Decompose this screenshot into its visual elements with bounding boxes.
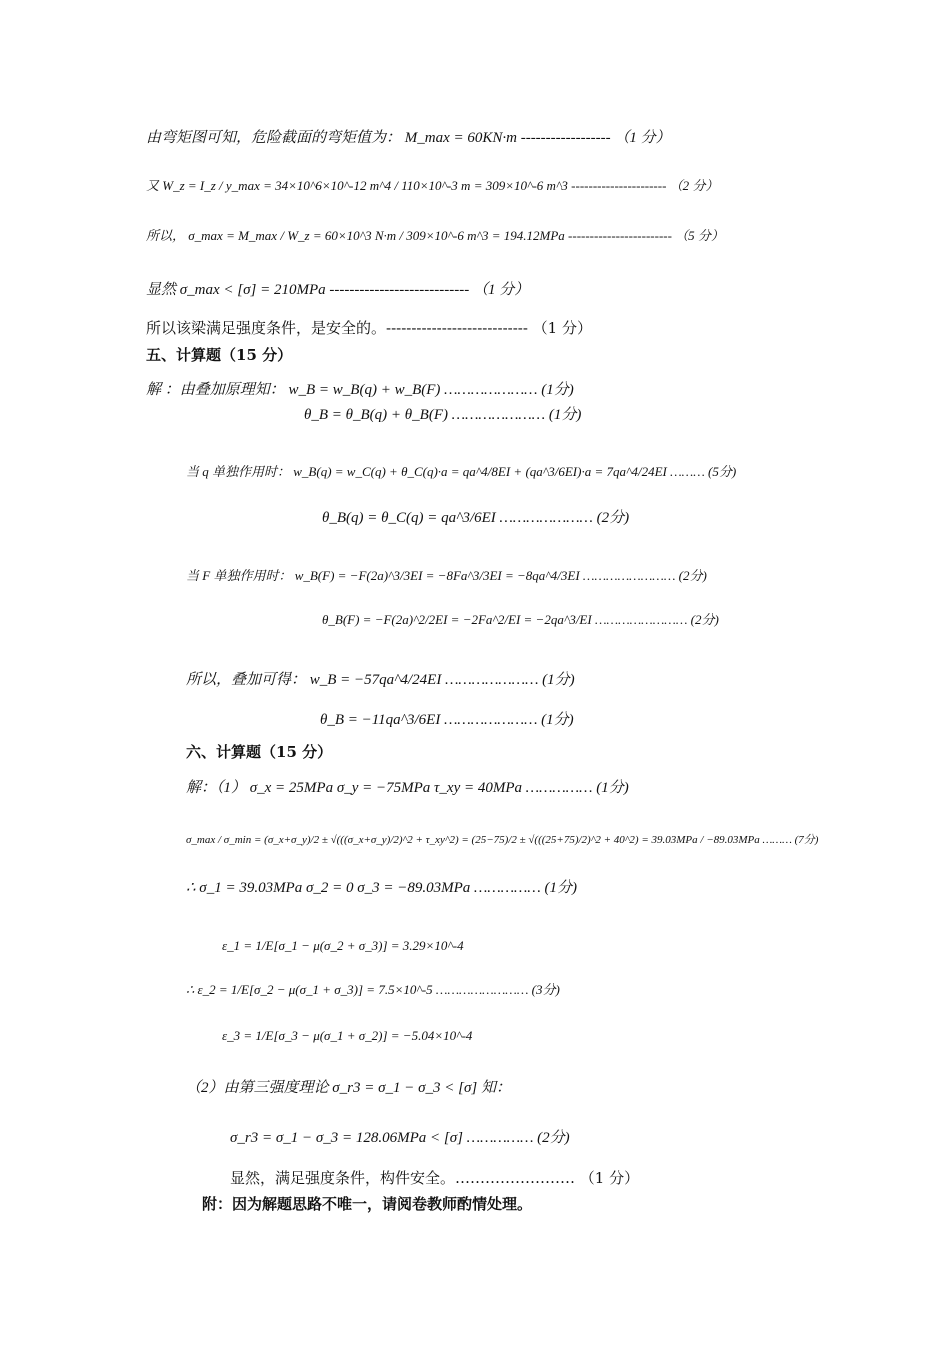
- given-stresses-line: 解：（1） σ_x = 25MPa σ_y = −75MPa τ_xy = 40MPa …………… (1分): [186, 780, 629, 796]
- q-rotation-line: θ_B(q) = θ_C(q) = qa^3/6EI ………………… (2分): [322, 510, 630, 526]
- f-rotation-line: θ_B(F) = −F(2a)^2/2EI = −2Fa^2/EI = −2qa^3/EI …………………… (2分): [322, 612, 719, 627]
- section-modulus-line: 又 W_z = I_z / y_max = 34×10^6×10^-12 m^4 / 110×10^-3 m = 309×10^-6 m^3 ---------------------- （2 分）: [146, 178, 719, 193]
- third-strength-theory-line: （2）由第三强度理论 σ_r3 = σ_1 − σ_3 < [σ] 知：: [186, 1080, 511, 1096]
- strain-1-line: ε_1 = 1/E[σ_1 − μ(σ_2 + σ_3)] = 3.29×10^-4: [222, 938, 464, 953]
- safety-conclusion-line: 所以该梁满足强度条件，是安全的。---------------------------- （1 分）: [146, 319, 592, 337]
- superposition-deflection-line: 解 ：由叠加原理知： w_B = w_B(q) + w_B(F) ………………… (1分): [146, 382, 574, 398]
- strain-2-line: ∴ ε_2 = 1/E[σ_2 − μ(σ_1 + σ_3)] = 7.5×10^-5 …………………… (3分): [186, 982, 560, 997]
- q-deflection-line: 当 q 单独作用时： w_B(q) = w_C(q) + θ_C(q)·a = qa^4/8EI + (qa^3/6EI)·a = 7qa^4/24EI ……… (5分): [186, 464, 737, 479]
- total-deflection-line: 所以，叠加可得： w_B = −57qa^4/24EI ………………… (1分): [186, 672, 575, 688]
- equivalent-stress-line: σ_r3 = σ_1 − σ_3 = 128.06MPa < [σ] …………… (2分): [230, 1130, 570, 1146]
- grading-note: 附：因为解题思路不唯一，请阅卷教师酌情处理。: [202, 1195, 533, 1213]
- section-six-heading: 六、计算题（15 分）: [186, 743, 333, 761]
- principal-stresses-line: ∴ σ_1 = 39.03MPa σ_2 = 0 σ_3 = −89.03MPa …………… (1分): [186, 880, 577, 896]
- f-deflection-line: 当 F 单独作用时： w_B(F) = −F(2a)^3/3EI = −8Fa^3/3EI = −8qa^4/3EI …………………… (2分): [186, 568, 707, 583]
- section-five-heading: 五、计算题（15 分）: [146, 346, 293, 364]
- superposition-rotation-line: θ_B = θ_B(q) + θ_B(F) ………………… (1分): [304, 407, 582, 423]
- total-rotation-line: θ_B = −11qa^3/6EI ………………… (1分): [320, 712, 574, 728]
- principal-stress-formula-line: σ_max / σ_min = (σ_x+σ_y)/2 ± √(((σ_x+σ_y)/2)^2 + τ_xy^2) = (25−75)/2 ± √(((25+75)/2)^2 + 40^2) = 39.03MPa / −89.03MPa ……… (7分): [186, 834, 819, 846]
- strain-3-line: ε_3 = 1/E[σ_3 − μ(σ_1 + σ_2)] = −5.04×10^-4: [222, 1028, 473, 1043]
- max-stress-line: 所以， σ_max = M_max / W_z = 60×10^3 N·m / 309×10^-6 m^3 = 194.12MPa ------------------------ （5 分）: [146, 228, 724, 243]
- max-moment-line: 由弯矩图可知，危险截面的弯矩值为： M_max = 60KN·m ------------------ （1 分）: [146, 130, 671, 146]
- component-safety-line: 显然，满足强度条件，构件安全。…………………… （1 分）: [230, 1169, 640, 1187]
- stress-comparison-line: 显然 σ_max < [σ] = 210MPa ---------------------------- （1 分）: [146, 282, 530, 298]
